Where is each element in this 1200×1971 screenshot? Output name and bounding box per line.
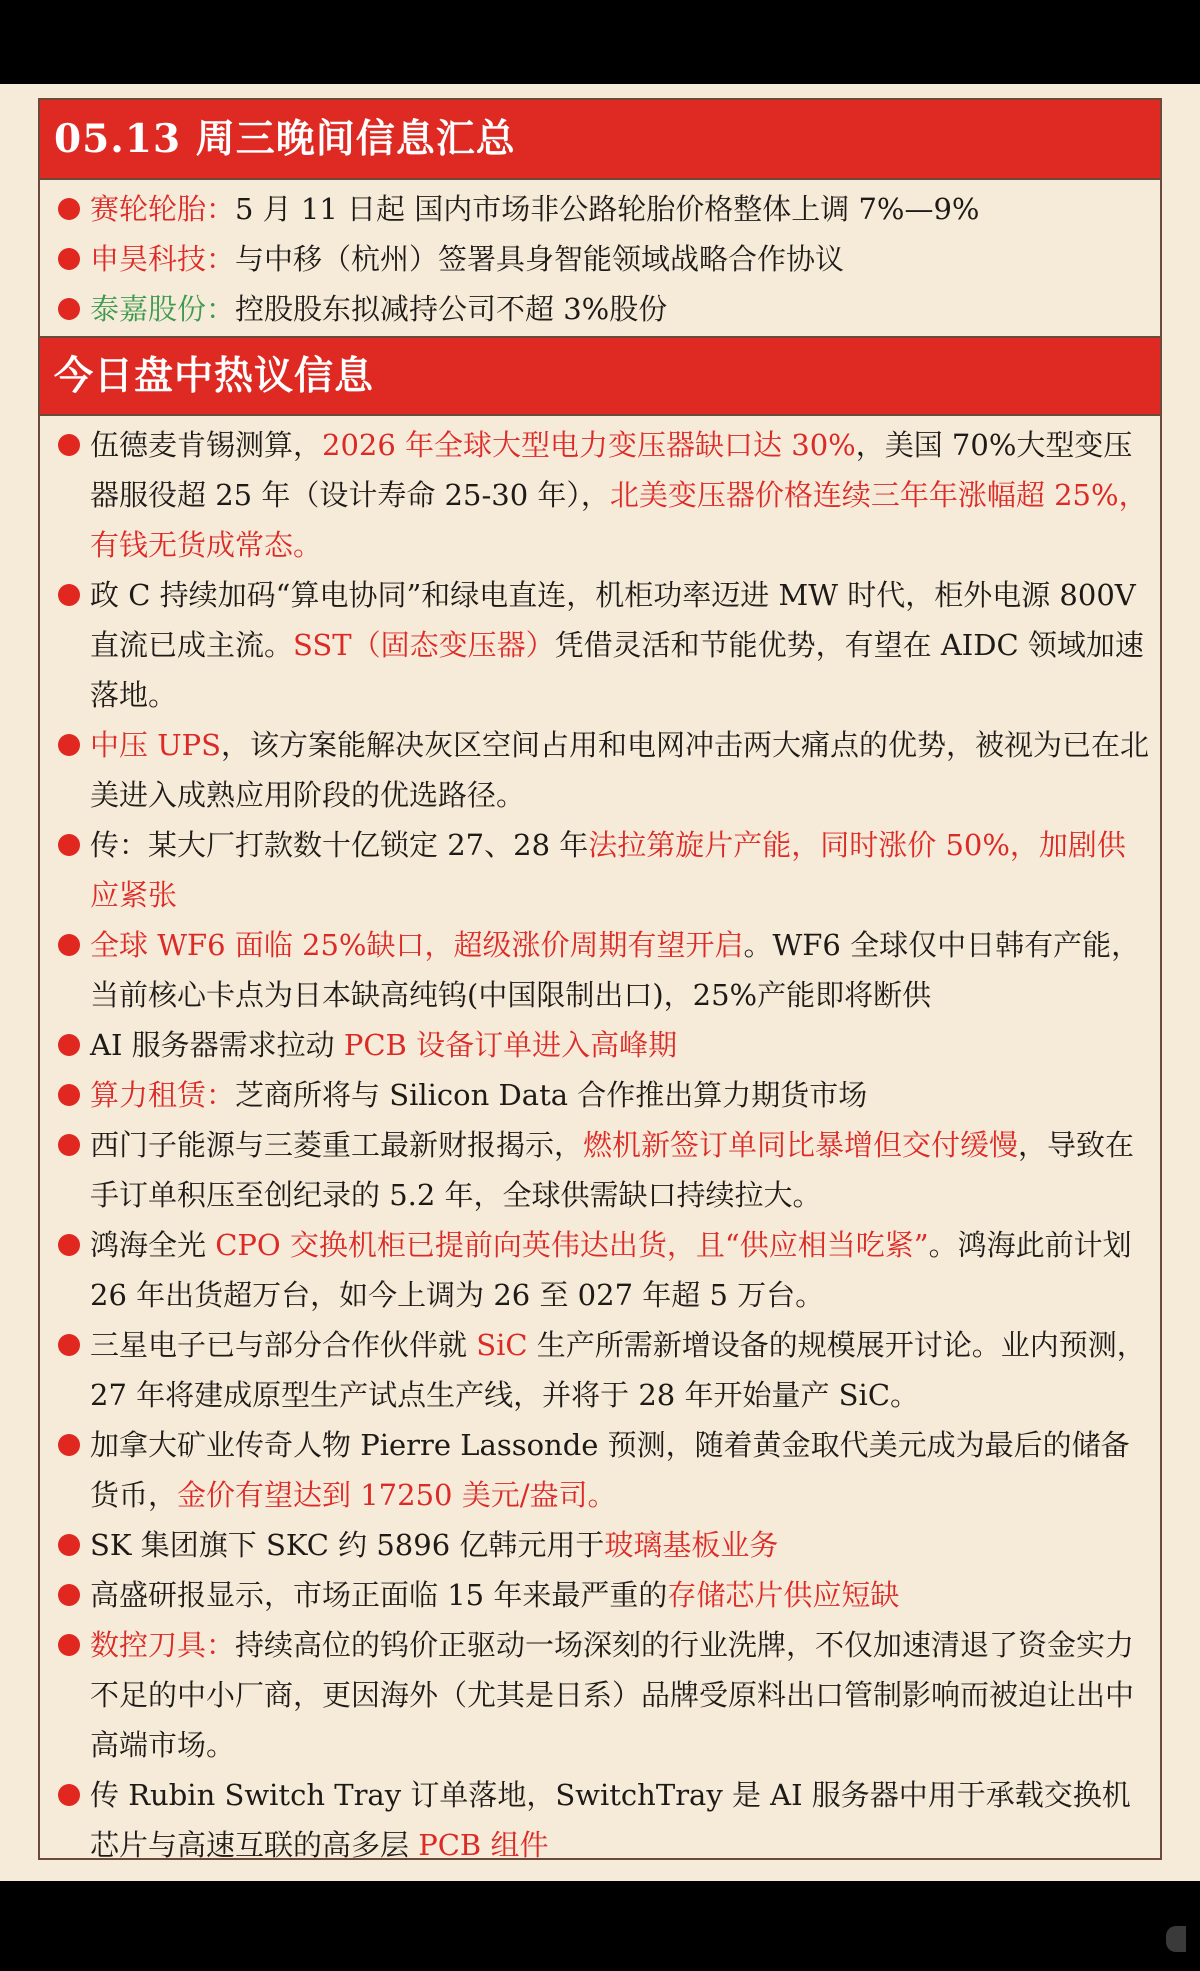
bullet-dot-icon: [58, 1334, 80, 1356]
item-text: 芝商所将与 Silicon Data 合作推出算力期货市场: [235, 1078, 868, 1112]
highlighted-text: 数控刀具：: [90, 1628, 236, 1662]
item-text: 加拿大矿业传奇人物 Pierre Lassonde 预测，随着黄金取代美元成为最后的储备货币，: [90, 1428, 1130, 1512]
news-item: [54, 1620, 1150, 1770]
highlighted-text: 2026 年全球大型电力变压器缺口达 30%: [322, 428, 856, 462]
highlighted-text: 北美变压器价格连续三年年涨幅超 25%，有钱无货成常态。: [90, 478, 1148, 562]
item-text: 政 C 持续加码“算电协同”和绿电直连，机柜功率迈进 MW 时代，柜外电源 800V 直流已成主流。: [90, 578, 1136, 662]
bullet-dot-icon: [58, 1234, 80, 1256]
evening-summary-list: [40, 180, 1160, 336]
news-item: [54, 920, 1150, 1020]
news-item: [54, 234, 1150, 284]
bullet-dot-icon: [58, 298, 80, 320]
highlighted-text: SiC: [476, 1328, 528, 1362]
highlighted-text: 玻璃基板业务: [604, 1528, 779, 1562]
highlighted-text: 中压 UPS: [90, 728, 222, 762]
highlighted-text: 存储芯片供应短缺: [667, 1578, 900, 1612]
news-sheet: [0, 84, 1200, 1881]
bullet-dot-icon: [58, 1134, 80, 1156]
highlighted-text: 燃机新签订单同比暴增但交付缓慢: [583, 1128, 1019, 1162]
bullet-dot-icon: [58, 584, 80, 606]
item-text: 高盛研报显示，市场正面临 15 年来最严重的: [90, 1578, 668, 1612]
item-text: 生产所需新增设备的规模展开讨论。业内预测，27 年将建成原型生产试点生产线，并将于 28 年开始量产 SiC。: [90, 1328, 1146, 1412]
item-text: 三星电子已与部分合作伙伴就: [90, 1328, 477, 1362]
news-item: [54, 1520, 1150, 1570]
bullet-dot-icon: [58, 1434, 80, 1456]
floating-handle-icon[interactable]: [1166, 1926, 1186, 1952]
item-text: 5 月 11 日起 国内市场非公路轮胎价格整体上调 7%—9%: [235, 192, 980, 226]
item-text: 控股股东拟减持公司不超 3%股份: [235, 292, 668, 326]
intraday-hot-topics-header: 今日盘中热议信息: [40, 336, 1160, 416]
bullet-dot-icon: [58, 734, 80, 756]
bullet-dot-icon: [58, 1584, 80, 1606]
bullet-dot-icon: [58, 198, 80, 220]
news-item: [54, 1120, 1150, 1220]
item-text: SK 集团旗下 SKC 约 5896 亿韩元用于: [90, 1528, 605, 1562]
item-text: 凭借灵活和节能优势，有望在 AIDC 领域加速落地。: [90, 628, 1144, 712]
item-text: 。鸿海此前计划 26 年出货超万台，如今上调为 26 至 027 年超 5 万台。: [90, 1228, 1132, 1312]
bullet-dot-icon: [58, 1534, 80, 1556]
highlighted-text: 法拉第旋片产能，同时涨价 50%，加剧供应紧张: [90, 828, 1126, 912]
bullet-dot-icon: [58, 934, 80, 956]
news-item: [54, 570, 1150, 720]
item-text: ，美国 70%大型变压器服役超 25 年（设计寿命 25-30 年），: [90, 428, 1133, 512]
item-text: AI 服务器需求拉动: [90, 1028, 344, 1062]
highlighted-text: 泰嘉股份：: [90, 292, 236, 326]
intraday-hot-topics-list: [40, 416, 1160, 1872]
news-panel: [38, 98, 1162, 1860]
highlighted-text: 金价有望达到 17250 美元/盎司。: [177, 1478, 617, 1512]
news-item: [54, 420, 1150, 570]
news-item: [54, 1020, 1150, 1070]
news-item: [54, 1770, 1150, 1870]
item-text: 与中移（杭州）签署具身智能领域战略合作协议: [235, 242, 845, 276]
item-text: 西门子能源与三菱重工最新财报揭示，: [90, 1128, 584, 1162]
bottom-black-band: [0, 1881, 1200, 1971]
item-text: 鸿海全光: [90, 1228, 216, 1262]
bullet-dot-icon: [58, 834, 80, 856]
highlighted-text: PCB 设备订单进入高峰期: [343, 1028, 678, 1062]
item-text: 传：某大厂打款数十亿锁定 27、28 年: [90, 828, 589, 862]
item-text: 。WF6 全球仅中日韩有产能，当前核心卡点为日本缺高纯钨(中国限制出口)，25%产能即将断供: [90, 928, 1141, 1012]
item-text: 伍德麦肯锡测算，: [90, 428, 323, 462]
news-item: [54, 184, 1150, 234]
bullet-dot-icon: [58, 1034, 80, 1056]
news-item: [54, 1420, 1150, 1520]
highlighted-text: 赛轮轮胎：: [90, 192, 236, 226]
bullet-dot-icon: [58, 434, 80, 456]
news-item: [54, 1570, 1150, 1620]
news-item: [54, 1070, 1150, 1120]
highlighted-text: SST（固态变压器）: [293, 628, 555, 662]
news-item: [54, 720, 1150, 820]
highlighted-text: 申昊科技：: [90, 242, 236, 276]
news-item: [54, 1220, 1150, 1320]
item-text: ，导致在手订单积压至创纪录的 5.2 年，全球供需缺口持续拉大。: [90, 1128, 1135, 1212]
news-item: [54, 284, 1150, 334]
bullet-dot-icon: [58, 1784, 80, 1806]
item-text: ，该方案能解决灰区空间占用和电网冲击两大痛点的优势，被视为已在北美进入成熟应用阶段的优选路径。: [90, 728, 1150, 812]
item-text: 持续高位的钨价正驱动一场深刻的行业洗牌，不仅加速清退了资金实力不足的中小厂商，更因海外（尤其是日系）品牌受原料出口管制影响而被迫让出中高端市场。: [90, 1628, 1135, 1762]
highlighted-text: PCB 组件: [418, 1828, 549, 1862]
highlighted-text: 算力租赁：: [90, 1078, 236, 1112]
highlighted-text: 全球 WF6 面临 25%缺口，超级涨价周期有望开启: [90, 928, 744, 962]
top-black-band: [0, 0, 1200, 84]
evening-summary-header: 05.13 周三晚间信息汇总: [40, 100, 1160, 180]
news-item: [54, 820, 1150, 920]
bullet-dot-icon: [58, 1084, 80, 1106]
item-text: 传 Rubin Switch Tray 订单落地，SwitchTray 是 AI 服务器中用于承载交换机芯片与高速互联的高多层: [90, 1778, 1131, 1862]
highlighted-text: CPO 交换机柜已提前向英伟达出货，且“供应相当吃紧”: [215, 1228, 929, 1262]
bullet-dot-icon: [58, 248, 80, 270]
bullet-dot-icon: [58, 1634, 80, 1656]
news-item: [54, 1320, 1150, 1420]
